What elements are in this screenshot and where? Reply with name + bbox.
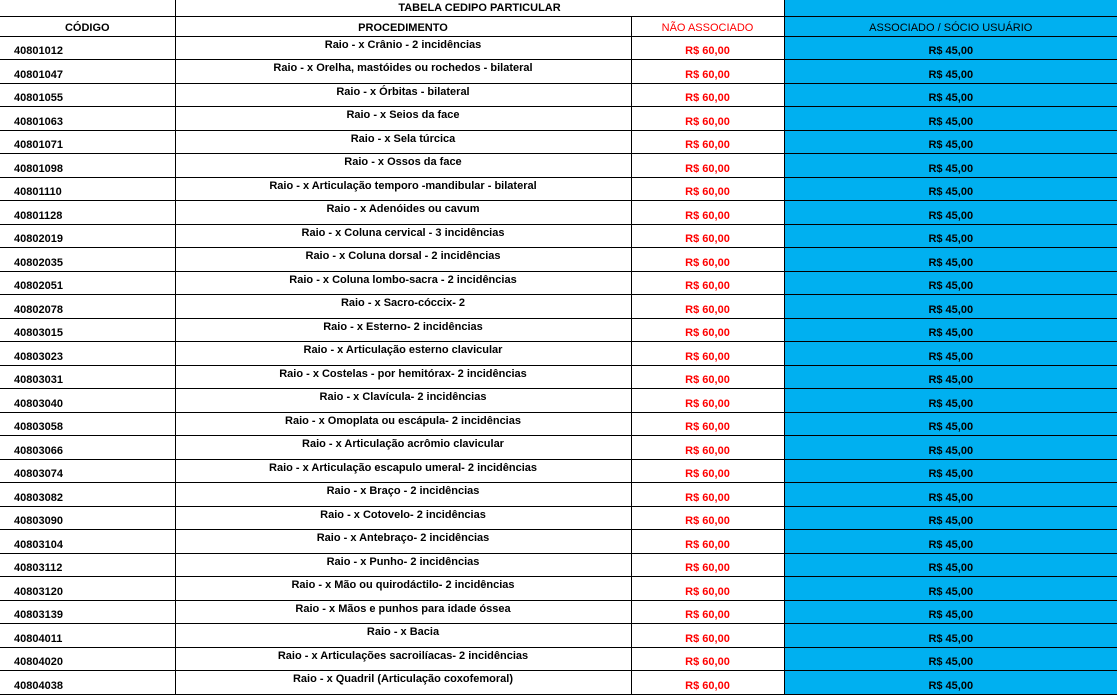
procedure-cell[interactable]: Raio - x Cotovelo- 2 incidências [175, 507, 631, 530]
procedure-cell[interactable]: Raio - x Mãos e punhos para idade óssea [175, 601, 631, 624]
associate-price-cell[interactable]: R$ 45,00 [784, 178, 1117, 201]
code-cell[interactable]: 40803112 [0, 554, 175, 577]
code-cell[interactable]: 40802019 [0, 225, 175, 248]
table-row [0, 624, 1117, 648]
code-cell[interactable]: 40803090 [0, 507, 175, 530]
associate-price-cell[interactable]: R$ 45,00 [784, 460, 1117, 483]
table-row [0, 201, 1117, 225]
associate-price-cell[interactable]: R$ 45,00 [784, 154, 1117, 178]
non-associate-price-cell[interactable]: R$ 60,00 [631, 37, 784, 60]
table-title[interactable]: TABELA CEDIPO PARTICULAR [175, 0, 784, 17]
table-row [0, 554, 1117, 577]
table-row [0, 483, 1117, 507]
code-cell[interactable]: 40802051 [0, 272, 175, 295]
table-row [0, 272, 1117, 295]
associate-price-cell[interactable]: R$ 45,00 [784, 319, 1117, 342]
associate-price-cell[interactable]: R$ 45,00 [784, 624, 1117, 648]
non-associate-price-cell[interactable]: R$ 60,00 [631, 483, 784, 507]
table-row [0, 84, 1117, 107]
associate-price-cell[interactable]: R$ 45,00 [784, 225, 1117, 248]
table-row [0, 530, 1117, 554]
associate-price-cell[interactable]: R$ 45,00 [784, 107, 1117, 131]
non-associate-price-cell[interactable]: R$ 60,00 [631, 295, 784, 319]
code-cell[interactable]: 40803074 [0, 460, 175, 483]
table-row [0, 319, 1117, 342]
non-associate-price-cell[interactable]: R$ 60,00 [631, 107, 784, 131]
associate-price-cell[interactable]: R$ 45,00 [784, 577, 1117, 601]
table-row [0, 60, 1117, 84]
code-cell[interactable]: 40803104 [0, 530, 175, 554]
associate-price-cell[interactable]: R$ 45,00 [784, 648, 1117, 671]
non-associate-price-cell[interactable]: R$ 60,00 [631, 225, 784, 248]
non-associate-price-cell[interactable]: R$ 60,00 [631, 366, 784, 389]
non-associate-price-cell[interactable]: R$ 60,00 [631, 201, 784, 225]
table-row [0, 507, 1117, 530]
code-cell[interactable]: 40803120 [0, 577, 175, 601]
table-row [0, 154, 1117, 178]
procedure-cell[interactable]: Raio - x Sacro-cóccix- 2 [175, 295, 631, 319]
procedure-cell[interactable]: Raio - x Crânio - 2 incidências [175, 37, 631, 60]
header-associate[interactable]: ASSOCIADO / SÓCIO USUÁRIO [784, 17, 1117, 37]
associate-price-cell[interactable]: R$ 45,00 [784, 436, 1117, 460]
table-row [0, 131, 1117, 154]
procedure-cell[interactable]: Raio - x Articulação esterno clavicular [175, 342, 631, 366]
title-row [0, 0, 1117, 17]
procedure-cell[interactable]: Raio - x Coluna cervical - 3 incidências [175, 225, 631, 248]
code-cell[interactable]: 40801063 [0, 107, 175, 131]
non-associate-price-cell[interactable]: R$ 60,00 [631, 178, 784, 201]
non-associate-price-cell[interactable]: R$ 60,00 [631, 319, 784, 342]
procedure-cell[interactable]: Raio - x Punho- 2 incidências [175, 554, 631, 577]
associate-price-cell[interactable]: R$ 45,00 [784, 60, 1117, 84]
code-cell[interactable]: 40803015 [0, 319, 175, 342]
associate-price-cell[interactable]: R$ 45,00 [784, 530, 1117, 554]
code-cell[interactable]: 40801128 [0, 201, 175, 225]
table-row [0, 671, 1117, 695]
non-associate-price-cell[interactable]: R$ 60,00 [631, 272, 784, 295]
table-row [0, 107, 1117, 131]
table-row [0, 389, 1117, 413]
associate-price-cell[interactable]: R$ 45,00 [784, 389, 1117, 413]
non-associate-price-cell[interactable]: R$ 60,00 [631, 530, 784, 554]
procedure-cell[interactable]: Raio - x Coluna lombo-sacra - 2 incidências [175, 272, 631, 295]
table-row [0, 648, 1117, 671]
non-associate-price-cell[interactable]: R$ 60,00 [631, 601, 784, 624]
code-cell[interactable]: 40801110 [0, 178, 175, 201]
procedure-cell[interactable]: Raio - x Braço - 2 incidências [175, 483, 631, 507]
code-cell[interactable]: 40803031 [0, 366, 175, 389]
code-cell[interactable]: 40804020 [0, 648, 175, 671]
associate-price-cell[interactable]: R$ 45,00 [784, 483, 1117, 507]
non-associate-price-cell[interactable]: R$ 60,00 [631, 507, 784, 530]
procedure-cell[interactable]: Raio - x Articulação acrômio clavicular [175, 436, 631, 460]
non-associate-price-cell[interactable]: R$ 60,00 [631, 577, 784, 601]
non-associate-price-cell[interactable]: R$ 60,00 [631, 554, 784, 577]
header-row [0, 17, 1117, 37]
procedure-cell[interactable]: Raio - x Esterno- 2 incidências [175, 319, 631, 342]
procedure-cell[interactable]: Raio - x Antebraço- 2 incidências [175, 530, 631, 554]
code-cell[interactable]: 40804011 [0, 624, 175, 648]
code-cell[interactable]: 40803023 [0, 342, 175, 366]
procedure-cell[interactable]: Raio - x Bacia [175, 624, 631, 648]
code-cell[interactable]: 40801047 [0, 60, 175, 84]
non-associate-price-cell[interactable]: R$ 60,00 [631, 624, 784, 648]
associate-price-cell[interactable]: R$ 45,00 [784, 601, 1117, 624]
associate-price-cell[interactable]: R$ 45,00 [784, 37, 1117, 60]
associate-price-cell[interactable]: R$ 45,00 [784, 507, 1117, 530]
procedure-cell[interactable]: Raio - x Articulação temporo -mandibular - bilateral [175, 178, 631, 201]
header-non-associate[interactable]: NÃO ASSOCIADO [631, 17, 784, 37]
table-row [0, 413, 1117, 436]
associate-price-cell[interactable]: R$ 45,00 [784, 671, 1117, 695]
associate-price-cell[interactable]: R$ 45,00 [784, 201, 1117, 225]
non-associate-price-cell[interactable]: R$ 60,00 [631, 84, 784, 107]
associate-price-cell[interactable]: R$ 45,00 [784, 131, 1117, 154]
non-associate-price-cell[interactable]: R$ 60,00 [631, 460, 784, 483]
procedure-cell[interactable]: Raio - x Orelha, mastóides ou rochedos - bilateral [175, 60, 631, 84]
associate-price-cell[interactable]: R$ 45,00 [784, 413, 1117, 436]
procedure-cell[interactable]: Raio - x Coluna dorsal - 2 incidências [175, 248, 631, 272]
non-associate-price-cell[interactable]: R$ 60,00 [631, 436, 784, 460]
title-associate-cell[interactable] [784, 0, 1117, 17]
procedure-cell[interactable]: Raio - x Sela túrcica [175, 131, 631, 154]
code-cell[interactable]: 40802078 [0, 295, 175, 319]
code-cell[interactable]: 40801071 [0, 131, 175, 154]
associate-price-cell[interactable]: R$ 45,00 [784, 366, 1117, 389]
non-associate-price-cell[interactable]: R$ 60,00 [631, 154, 784, 178]
non-associate-price-cell[interactable]: R$ 60,00 [631, 648, 784, 671]
non-associate-price-cell[interactable]: R$ 60,00 [631, 671, 784, 695]
non-associate-price-cell[interactable]: R$ 60,00 [631, 413, 784, 436]
associate-price-cell[interactable]: R$ 45,00 [784, 84, 1117, 107]
non-associate-price-cell[interactable]: R$ 60,00 [631, 131, 784, 154]
table-row [0, 460, 1117, 483]
procedure-cell[interactable]: Raio - x Articulação escapulo umeral- 2 incidências [175, 460, 631, 483]
code-cell[interactable]: 40803139 [0, 601, 175, 624]
header-procedure[interactable]: PROCEDIMENTO [175, 17, 631, 37]
non-associate-price-cell[interactable]: R$ 60,00 [631, 389, 784, 413]
associate-price-cell[interactable]: R$ 45,00 [784, 342, 1117, 366]
procedure-cell[interactable]: Raio - x Ossos da face [175, 154, 631, 178]
procedure-cell[interactable]: Raio - x Clavícula- 2 incidências [175, 389, 631, 413]
procedure-cell[interactable]: Raio - x Quadril (Articulação coxofemoral) [175, 671, 631, 695]
code-cell[interactable]: 40803040 [0, 389, 175, 413]
associate-price-cell[interactable]: R$ 45,00 [784, 295, 1117, 319]
associate-price-cell[interactable]: R$ 45,00 [784, 272, 1117, 295]
table-row [0, 295, 1117, 319]
code-cell[interactable]: 40802035 [0, 248, 175, 272]
table-row [0, 577, 1117, 601]
code-cell[interactable]: 40803058 [0, 413, 175, 436]
procedure-cell[interactable]: Raio - x Seios da face [175, 107, 631, 131]
header-code[interactable]: CÓDIGO [0, 17, 175, 37]
procedure-cell[interactable]: Raio - x Articulações sacroilíacas- 2 incidências [175, 648, 631, 671]
associate-price-cell[interactable]: R$ 45,00 [784, 248, 1117, 272]
table-row [0, 248, 1117, 272]
procedure-cell[interactable]: Raio - x Adenóides ou cavum [175, 201, 631, 225]
table-row [0, 37, 1117, 60]
associate-price-cell[interactable]: R$ 45,00 [784, 554, 1117, 577]
non-associate-price-cell[interactable]: R$ 60,00 [631, 248, 784, 272]
procedure-cell[interactable]: Raio - x Costelas - por hemitórax- 2 incidências [175, 366, 631, 389]
table-row [0, 601, 1117, 624]
code-cell[interactable]: 40801055 [0, 84, 175, 107]
table-row [0, 342, 1117, 366]
procedure-cell[interactable]: Raio - x Mão ou quirodáctilo- 2 incidências [175, 577, 631, 601]
table-row [0, 178, 1117, 201]
non-associate-price-cell[interactable]: R$ 60,00 [631, 60, 784, 84]
table-row [0, 225, 1117, 248]
procedure-cell[interactable]: Raio - x Órbitas - bilateral [175, 84, 631, 107]
procedure-cell[interactable]: Raio - x Omoplata ou escápula- 2 incidências [175, 413, 631, 436]
code-cell[interactable]: 40801012 [0, 37, 175, 60]
non-associate-price-cell[interactable]: R$ 60,00 [631, 342, 784, 366]
code-cell[interactable]: 40804038 [0, 671, 175, 695]
code-cell[interactable]: 40801098 [0, 154, 175, 178]
code-cell[interactable]: 40803066 [0, 436, 175, 460]
table-row [0, 436, 1117, 460]
code-cell[interactable]: 40803082 [0, 483, 175, 507]
title-spacer-cell[interactable] [0, 0, 175, 17]
table-row [0, 366, 1117, 389]
